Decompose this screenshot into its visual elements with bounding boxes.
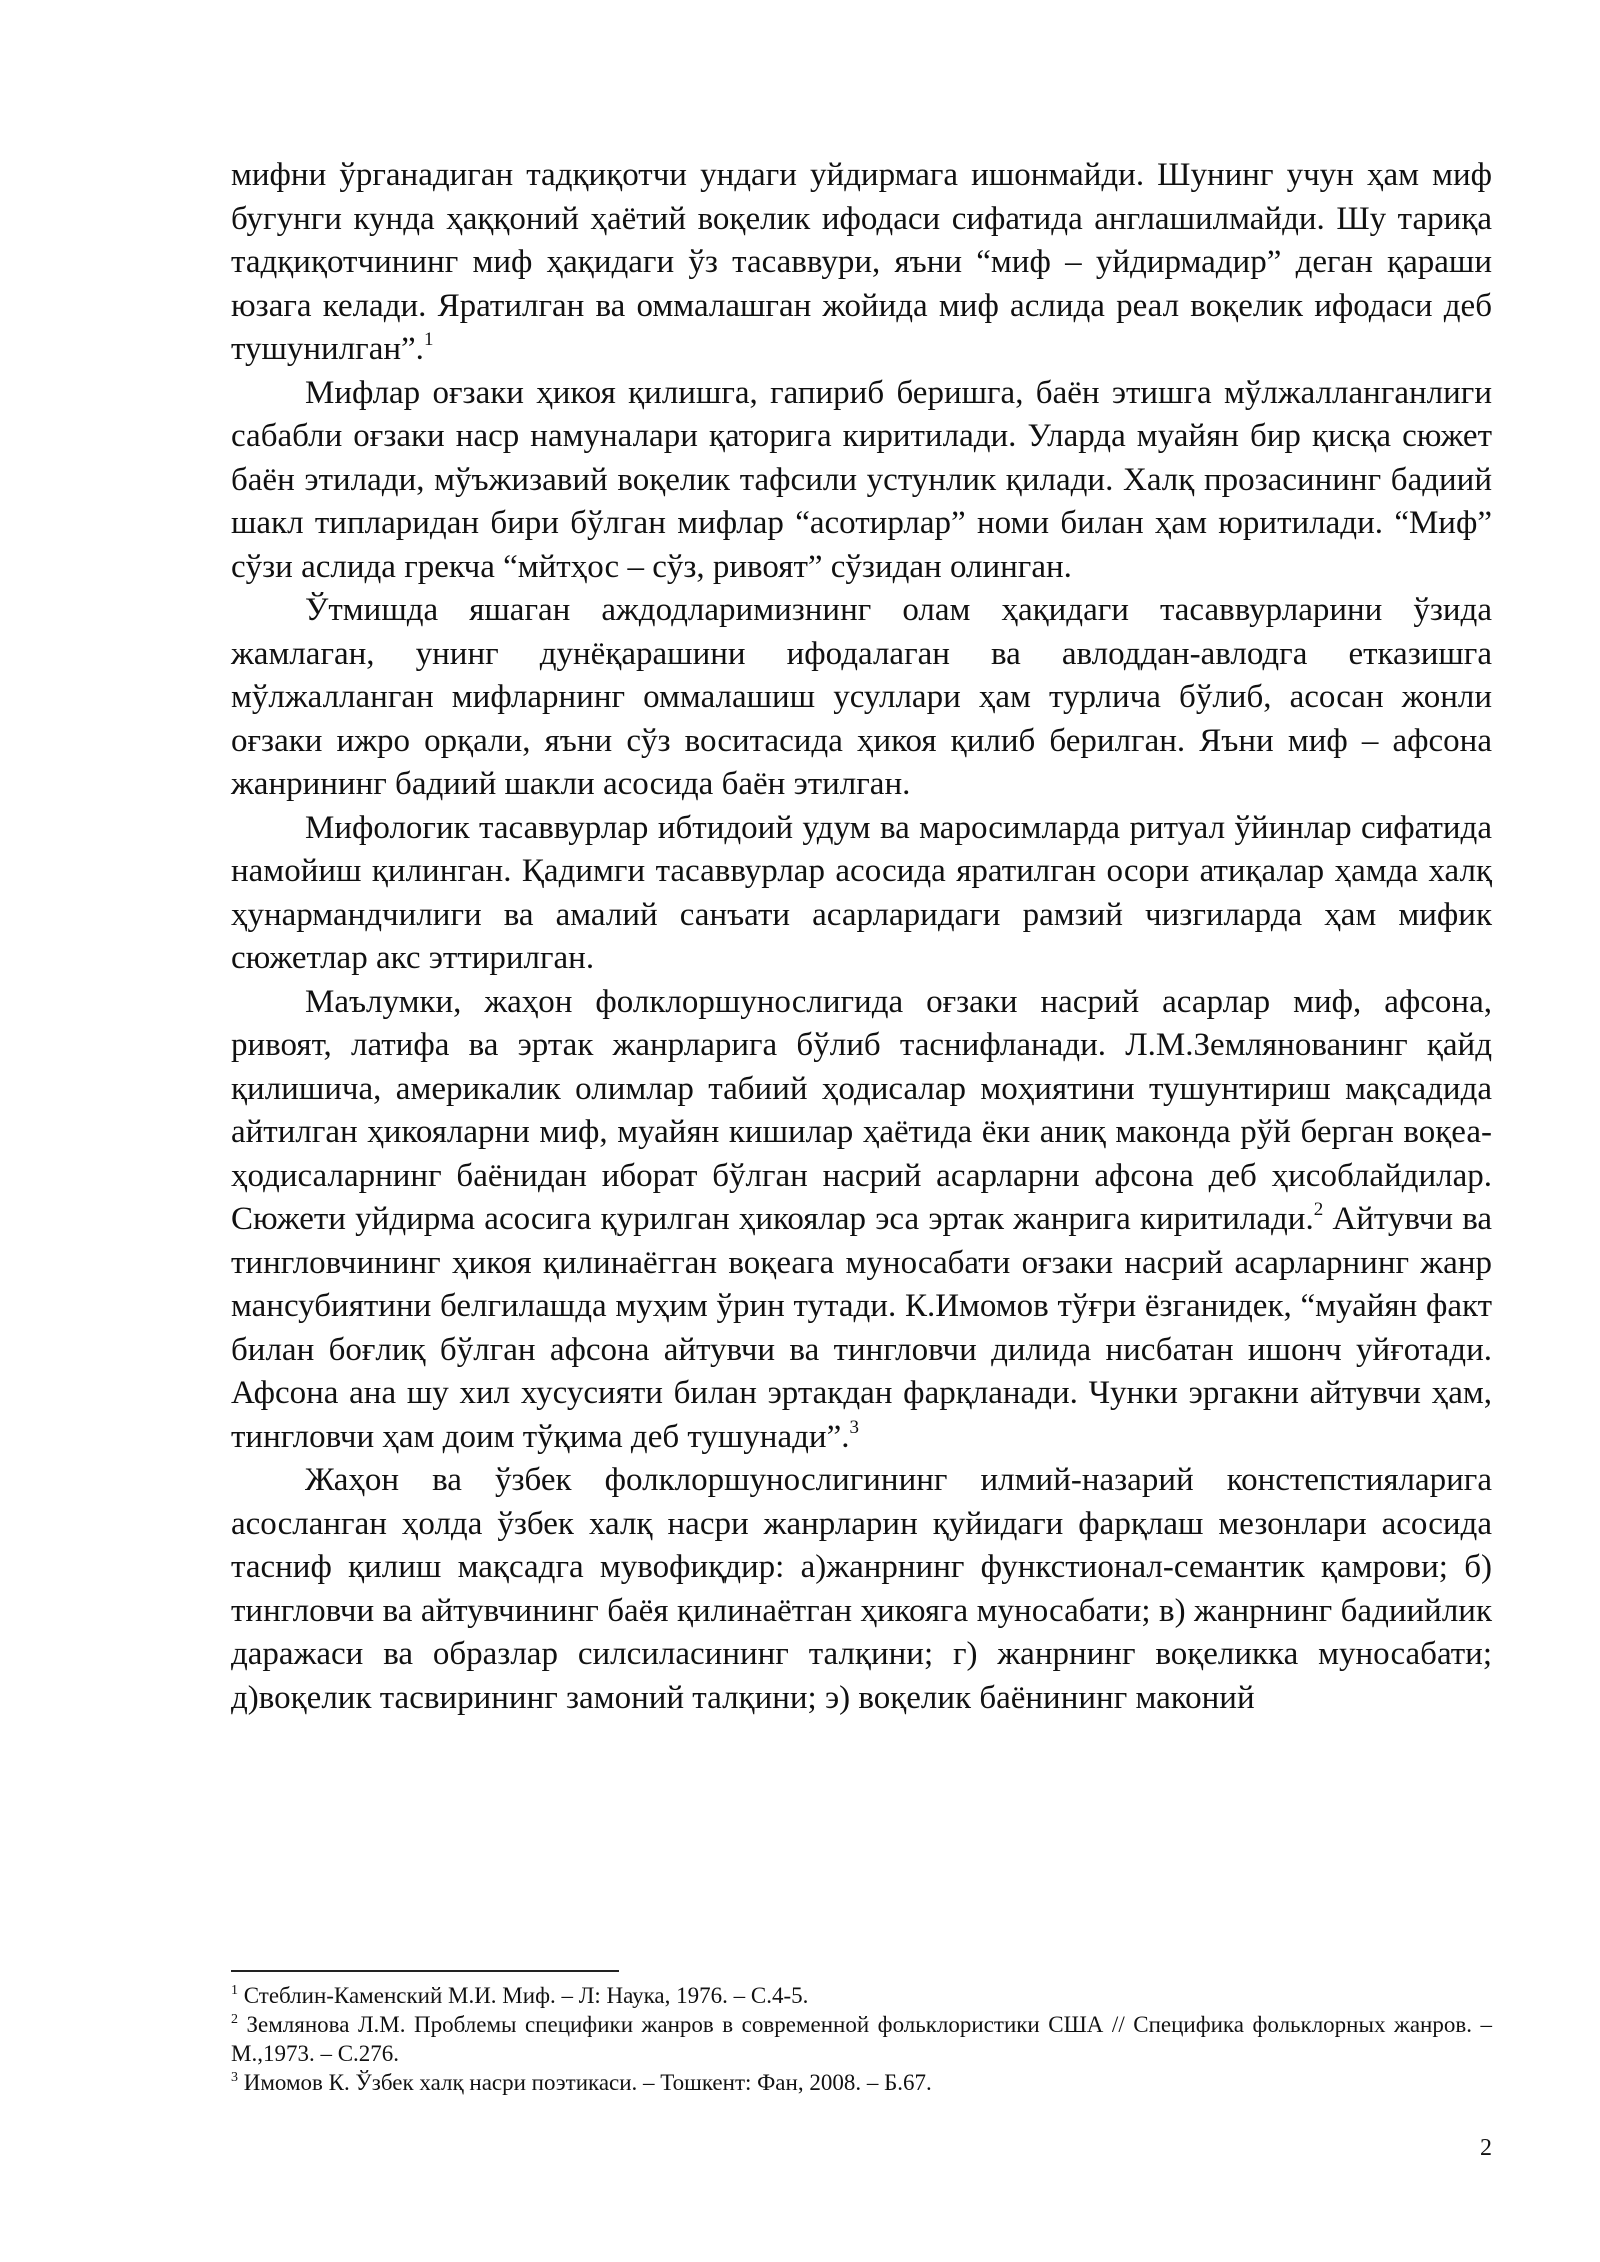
footnote-2 [231,2010,1492,2068]
footnote-1-text: Стеблин-Каменский М.И. Миф. – Л: Наука, 1976. – С.4-5. [238,1983,809,2008]
footnote-1-number: 1 [231,1983,238,1998]
paragraph-3 [231,589,1492,807]
footnote-separator [231,1970,619,1972]
footnote-ref-1[interactable]: 1 [423,329,434,350]
footnote-1 [231,1981,1492,2010]
footnote-3 [231,2068,1492,2097]
paragraph-1-text: мифни ўрганадиган тадқиқотчи ундаги уйдирмага ишонмайди. Шунинг учун ҳам миф бугунги кунда ҳаққоний ҳаётий воқелик ифодаси сифатида англашилмайди. Шу тариқа тадқиқотчининг миф ҳақидаги ўз тасаввури, яъни “миф – уйдирмадир” деган қараши юзага келади. Яратилган ва оммалашган жойида миф аслида реал воқелик ифодаси деб тушунилган”. [231,157,1492,367]
paragraph-3-text: Ўтмишда яшаган аждодларимизнинг олам ҳақидаги тасаввурларини ўзида жамлаган, унинг дунёқарашини ифодалаган ва авлоддан-авлодга етказишга мўлжалланган мифларнинг оммалашиш усуллари ҳам турлича бўлиб, асосан жонли оғзаки ижро орқали, яъни сўз воситасида ҳикоя қилиб берилган. Яъни миф – афсона жанрининг бадиий шакли асосида баён этилган. [231,592,1492,802]
footnote-3-number: 3 [231,2070,238,2085]
paragraph-4 [231,807,1492,981]
footnotes [231,1981,1492,2097]
paragraph-5-text: Маълумки, жаҳон фолклоршунослигида оғзаки насрий асарлар миф, афсона, ривоят, латифа ва эртак жанрларига бўлиб таснифланади. Л.М.Землянованинг қайд қилишича, америкалик олимлар табиий ҳодисалар моҳиятини тушунтириш мақсадида айтилган ҳикояларни миф, муайян кишилар ҳаётида ёки аниқ маконда рўй берган воқеа-ҳодисаларнинг баёнидан иборат бўлган насрий асарларни афсона деб ҳисоблайдилар. Сюжети уйдирма асосига қурилган ҳикоялар эса эртак жанрига киритилади. [231,983,1492,1237]
paragraph-2 [231,372,1492,590]
body-text [231,154,1492,1720]
footnote-3-text: Имомов К. Ўзбек халқ насри поэтикаси. – Тошкент: Фан, 2008. – Б.67. [238,2070,932,2095]
footnote-ref-2[interactable]: 2 [1313,1199,1324,1220]
footnote-2-number: 2 [231,2012,238,2027]
paragraph-2-text: Мифлар оғзаки ҳикоя қилишга, гапириб беришга, баён этишга мўлжалланганлиги сабабли оғзаки наср намуналари қаторига киритилади. Уларда муайян бир қисқа сюжет баён этилади, мўъжизавий воқелик тафсили устунлик қилади. Халқ прозасининг бадиий шакл типларидан бири бўлган мифлар “асотирлар” номи билан ҳам юритилади. “Миф” сўзи аслида грекча “мйтҳос – сўз, ривоят” сўзидан олинган. [231,374,1492,585]
page-number: 2 [1480,2135,1492,2161]
paragraph-5-tail: Айтувчи ва тингловчининг ҳикоя қилинаёгган воқеага муносабати оғзаки насрий асарларнинг жанр мансубиятини белгилашда муҳим ўрин тутади. К.Имомов тўғри ёзганидек, “муайян факт билан боғлиқ бўлган афсона айтувчи ва тингловчи дилида нисбатан ишонч уйғотади. Афсона ана шу хил хусусияти билан эртакдан фарқланади. Чунки эргакни айтувчи ҳам, тингловчи ҳам доим тўқима деб тушунади”. [231,1201,1492,1455]
paragraph-6-text: Жаҳон ва ўзбек фолклоршунослигининг илмий-назарий констепстияларига асосланган ҳолда ўзбек халқ насри жанрларин қуйидаги фарқлаш мезонлари асосида тасниф қилиш мақсадга мувофиқдир: а)жанрнинг функстионал-семантик қамрови; б) тингловчи ва айтувчининг баёя қилинаётган ҳикояга муносабати; в) жанрнинг бадиийлик даражаси ва образлар силсиласининг талқини; г) жанрнинг воқеликка муносабати; д)воқелик тасвирининг замоний талқини; э) воқелик баёнининг маконий [231,1462,1492,1716]
paragraph-5 [231,981,1492,1460]
paragraph-4-text: Мифологик тасаввурлар ибтидоий удум ва маросимларда ритуал ўйинлар сифатида намойиш қилинган. Қадимги тасаввурлар асосида яратилган осори атиқалар ҳамда халқ ҳунармандчилиги ва амалий санъати асарларидаги рамзий чизгиларда ҳам мифик сюжетлар акс эттирилган. [231,809,1492,976]
footnote-ref-3[interactable]: 3 [849,1416,859,1438]
paragraph-6 [231,1459,1492,1720]
footnote-2-text: Землянова Л.М. Проблемы специфики жанров в современной фольклористики США // Специфика фольклорных жанров. – М.,1973. – С.276. [231,2012,1492,2066]
paragraph-1 [231,154,1492,372]
